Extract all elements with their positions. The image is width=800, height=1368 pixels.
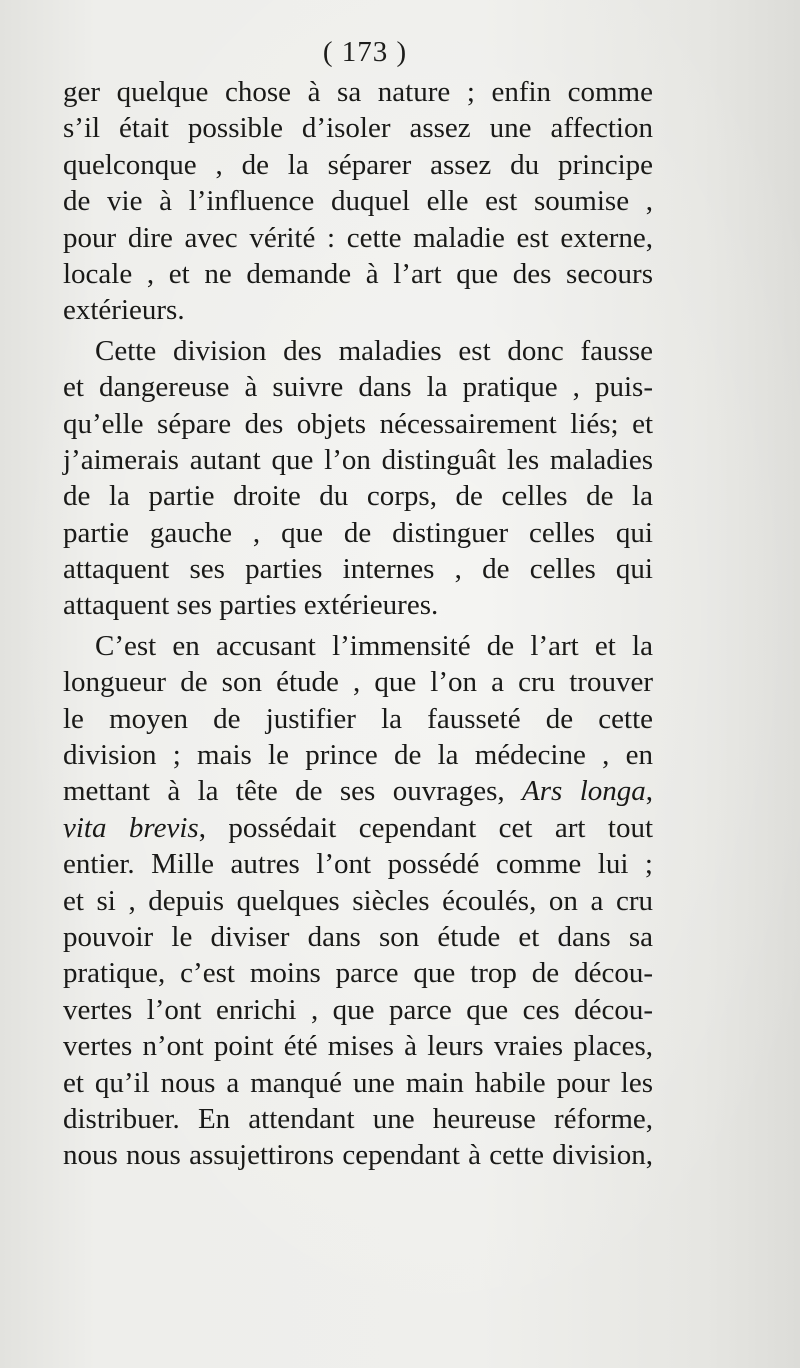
text-line: s’il était possible d’isoler assez une affection: [63, 112, 653, 145]
text-line: attaquent ses parties extérieures.: [63, 589, 439, 622]
text-span: mettant à la tête de ses ouvrages,: [63, 775, 523, 808]
text-line: vertes l’ont enrichi , que parce que ces décou-: [63, 993, 653, 1026]
text-line: partie gauche , que de distinguer celles qui: [63, 516, 653, 549]
text-line: distribuer. En attendant une heureuse réforme,: [63, 1102, 653, 1135]
text-line: extérieurs.: [63, 294, 185, 327]
page-number: ( 173 ): [322, 36, 408, 68]
text-line: longueur de son étude , que l’on a cru trouver: [63, 666, 653, 699]
text-line: entier. Mille autres l’ont possédé comme lui ;: [63, 848, 653, 881]
text-span: ,: [645, 775, 654, 808]
italic-quote: Ars longa: [522, 775, 646, 808]
text-line: locale , et ne demande à l’art que des secours: [63, 257, 653, 290]
text-line: le moyen de justifier la fausseté de cette: [63, 702, 653, 735]
text-line: de vie à l’influence duquel elle est soumise ,: [63, 185, 653, 218]
text-line: division ; mais le prince de la médecine , en: [63, 739, 653, 772]
body-text: [63, 74, 653, 1174]
text-line: pratique, c’est moins parce que trop de décou-: [63, 957, 653, 990]
text-line: de la partie droite du corps, de celles de la: [63, 480, 653, 513]
text-line: attaquent ses parties internes , de celles qui: [63, 553, 653, 586]
paragraph-1: [63, 74, 653, 329]
text-line: Cette division des maladies est donc fausse: [95, 334, 653, 367]
text-line: C’est en accusant l’immensité de l’art et la: [95, 629, 653, 662]
text-line: et qu’il nous a manqué une main habile pour les: [63, 1066, 653, 1099]
paragraph-3: [63, 628, 653, 1174]
text-line: vertes n’ont point été mises à leurs vraies places,: [63, 1030, 653, 1063]
text-line: qu’elle sépare des objets nécessairement liés; et: [63, 407, 653, 440]
text-line: et dangereuse à suivre dans la pratique , puis-: [63, 371, 653, 404]
text-line: quelconque , de la séparer assez du principe: [63, 148, 653, 181]
text-line: et si , depuis quelques siècles écoulés, on a cru: [63, 884, 653, 917]
text-line: ger quelque chose à sa nature ; enfin comme: [63, 76, 653, 108]
text-line-with-italic: [63, 773, 653, 809]
text-line: pour dire avec vérité : cette maladie est externe,: [63, 221, 653, 254]
text-line: j’aimerais autant que l’on distinguât les maladies: [63, 443, 653, 476]
text-line-with-italic: [63, 810, 653, 846]
paragraph-2: [63, 333, 653, 624]
text-line: pouvoir le diviser dans son étude et dans sa: [63, 920, 653, 953]
text-span: , possédait cependant cet art tout: [198, 811, 653, 844]
text-line: nous nous assujettirons cependant à cette division,: [63, 1139, 653, 1172]
italic-quote: vita brevis: [63, 811, 199, 844]
